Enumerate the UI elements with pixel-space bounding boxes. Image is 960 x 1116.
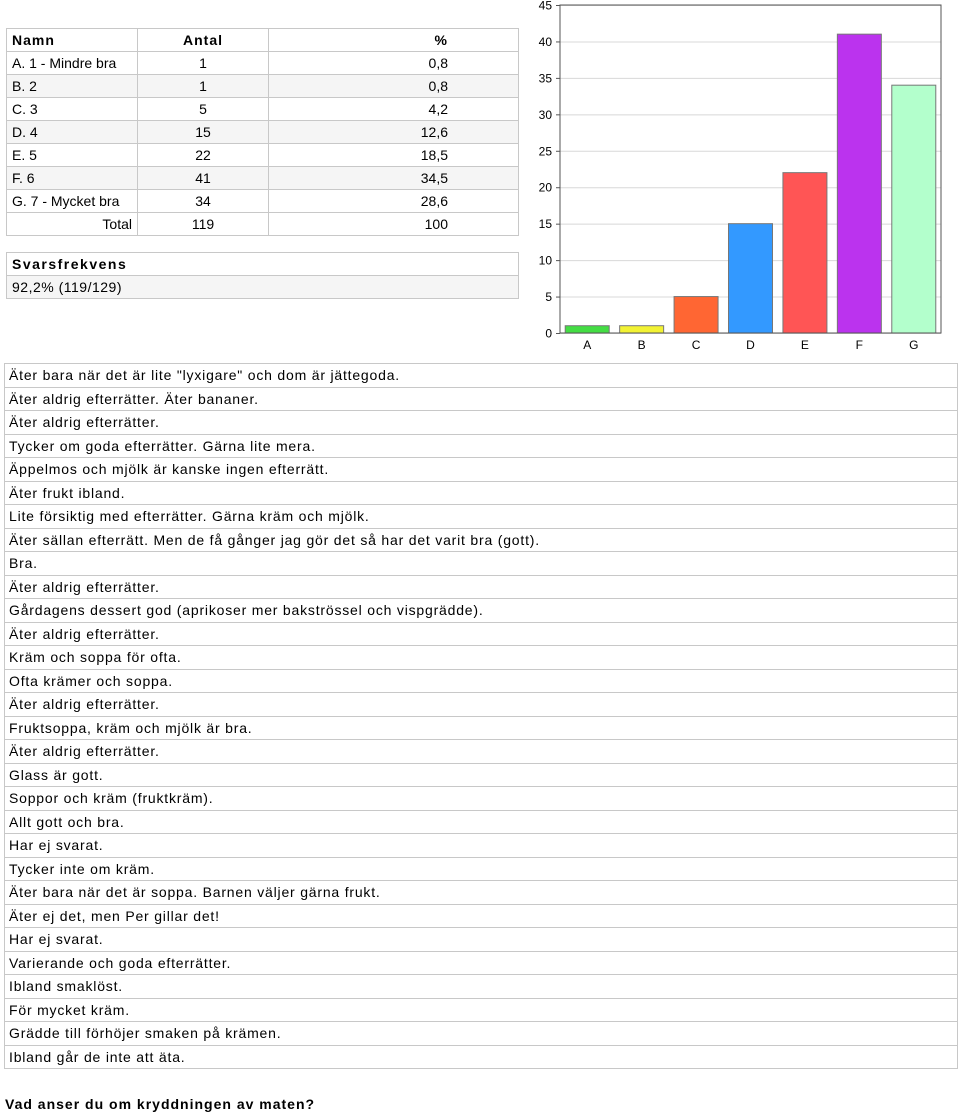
comment-text: Bra. [5, 552, 958, 576]
list-item [5, 857, 958, 881]
list-item [5, 928, 958, 952]
row-count: 15 [138, 121, 269, 144]
comment-text: Äter ej det, men Per gillar det! [5, 904, 958, 928]
list-item [5, 505, 958, 529]
comment-text: Äter aldrig efterrätter. Äter bananer. [5, 387, 958, 411]
x-tick-label: C [691, 338, 701, 352]
comment-text: Äppelmos och mjölk är kanske ingen efterrätt. [5, 458, 958, 482]
list-item [5, 552, 958, 576]
list-item [5, 975, 958, 999]
response-frequency [6, 252, 519, 299]
y-tick-label: 20 [538, 180, 552, 195]
y-tick-label: 0 [545, 326, 552, 341]
x-tick-label: A [583, 338, 592, 352]
comment-text: Kräm och soppa för ofta. [5, 646, 958, 670]
table-row [7, 190, 519, 213]
comment-text: Äter frukt ibland. [5, 481, 958, 505]
table-row [7, 75, 519, 98]
row-name: D. 4 [7, 121, 138, 144]
header-percent: % [269, 29, 519, 52]
list-item [5, 458, 958, 482]
next-question-heading: Vad anser du om kryddningen av maten? [5, 1096, 316, 1112]
list-item [5, 998, 958, 1022]
response-frequency-title: Svarsfrekvens [7, 253, 519, 276]
comment-text: Har ej svarat. [5, 834, 958, 858]
comment-text: Äter sällan efterrätt. Men de få gånger jag gör det så har det varit bra (gott). [5, 528, 958, 552]
y-tick-label: 45 [538, 0, 552, 13]
list-item [5, 763, 958, 787]
row-count: 22 [138, 144, 269, 167]
list-item [5, 810, 958, 834]
row-percent: 12,6 [269, 121, 519, 144]
row-percent: 0,8 [269, 75, 519, 98]
list-item [5, 834, 958, 858]
list-item [5, 364, 958, 388]
list-item [5, 716, 958, 740]
bar-chart [520, 0, 960, 362]
comment-text: Fruktsoppa, kräm och mjölk är bra. [5, 716, 958, 740]
comment-text: Glass är gott. [5, 763, 958, 787]
x-tick-label: F [855, 338, 864, 352]
comment-text: Gårdagens dessert god (aprikoser mer bakströssel och vispgrädde). [5, 599, 958, 623]
comment-text: Ibland går de inte att äta. [5, 1045, 958, 1069]
row-count: 1 [138, 52, 269, 75]
list-item [5, 575, 958, 599]
x-tick-label: D [746, 338, 755, 352]
list-item [5, 881, 958, 905]
comment-text: Tycker inte om kräm. [5, 857, 958, 881]
comment-text: Äter aldrig efterrätter. [5, 740, 958, 764]
bar [674, 297, 718, 333]
row-percent: 0,8 [269, 52, 519, 75]
y-tick-label: 15 [538, 217, 552, 232]
comment-text: Äter aldrig efterrätter. [5, 622, 958, 646]
row-count: 5 [138, 98, 269, 121]
total-count: 119 [138, 213, 269, 236]
bar [837, 34, 881, 333]
table-row [7, 98, 519, 121]
comment-text: Lite försiktig med efterrätter. Gärna kräm och mjölk. [5, 505, 958, 529]
comments-list [4, 363, 958, 1069]
total-percent: 100 [269, 213, 519, 236]
list-item [5, 787, 958, 811]
y-tick-label: 40 [538, 34, 552, 49]
list-item [5, 646, 958, 670]
row-percent: 34,5 [269, 167, 519, 190]
list-item [5, 599, 958, 623]
list-item [5, 740, 958, 764]
comment-text: Äter aldrig efterrätter. [5, 411, 958, 435]
comment-text: Ofta krämer och soppa. [5, 669, 958, 693]
list-item [5, 622, 958, 646]
row-percent: 18,5 [269, 144, 519, 167]
bar [620, 326, 664, 333]
list-item [5, 951, 958, 975]
comment-text: Har ej svarat. [5, 928, 958, 952]
total-label: Total [7, 213, 138, 236]
y-tick-label: 10 [538, 253, 552, 268]
comment-text: För mycket kräm. [5, 998, 958, 1022]
table-row [7, 144, 519, 167]
list-item [5, 528, 958, 552]
row-name: E. 5 [7, 144, 138, 167]
list-item [5, 904, 958, 928]
header-count: Antal [138, 29, 269, 52]
row-count: 41 [138, 167, 269, 190]
list-item [5, 434, 958, 458]
x-tick-label: G [909, 338, 919, 352]
comment-text: Grädde till förhöjer smaken på krämen. [5, 1022, 958, 1046]
list-item [5, 411, 958, 435]
comment-text: Soppor och kräm (fruktkräm). [5, 787, 958, 811]
table-row [7, 52, 519, 75]
total-row [7, 213, 519, 236]
bar [729, 224, 773, 333]
y-tick-label: 30 [538, 107, 552, 122]
results-header-row [7, 29, 519, 52]
y-tick-label: 5 [545, 290, 552, 305]
row-name: C. 3 [7, 98, 138, 121]
list-item [5, 1045, 958, 1069]
comment-text: Äter aldrig efterrätter. [5, 575, 958, 599]
y-tick-label: 25 [538, 144, 552, 159]
x-tick-label: E [800, 338, 809, 352]
comment-text: Ibland smaklöst. [5, 975, 958, 999]
bar [565, 326, 609, 333]
comment-text: Tycker om goda efterrätter. Gärna lite mera. [5, 434, 958, 458]
row-name: F. 6 [7, 167, 138, 190]
comment-text: Varierande och goda efterrätter. [5, 951, 958, 975]
list-item [5, 481, 958, 505]
comment-text: Allt gott och bra. [5, 810, 958, 834]
bar [783, 173, 827, 333]
x-tick-label: B [637, 338, 646, 352]
list-item [5, 387, 958, 411]
list-item [5, 693, 958, 717]
table-row [7, 121, 519, 144]
response-frequency-value: 92,2% (119/129) [7, 276, 519, 299]
list-item [5, 669, 958, 693]
list-item [5, 1022, 958, 1046]
comment-text: Äter bara när det är soppa. Barnen väljer gärna frukt. [5, 881, 958, 905]
table-row [7, 167, 519, 190]
comment-text: Äter bara när det är lite "lyxigare" och dom är jättegoda. [5, 364, 958, 388]
row-percent: 4,2 [269, 98, 519, 121]
row-name: G. 7 - Mycket bra [7, 190, 138, 213]
row-count: 34 [138, 190, 269, 213]
bar [892, 85, 936, 333]
header-name: Namn [7, 29, 138, 52]
comment-text: Äter aldrig efterrätter. [5, 693, 958, 717]
row-percent: 28,6 [269, 190, 519, 213]
row-name: B. 2 [7, 75, 138, 98]
y-tick-label: 35 [538, 71, 552, 86]
row-name: A. 1 - Mindre bra [7, 52, 138, 75]
results-table [6, 28, 519, 236]
row-count: 1 [138, 75, 269, 98]
